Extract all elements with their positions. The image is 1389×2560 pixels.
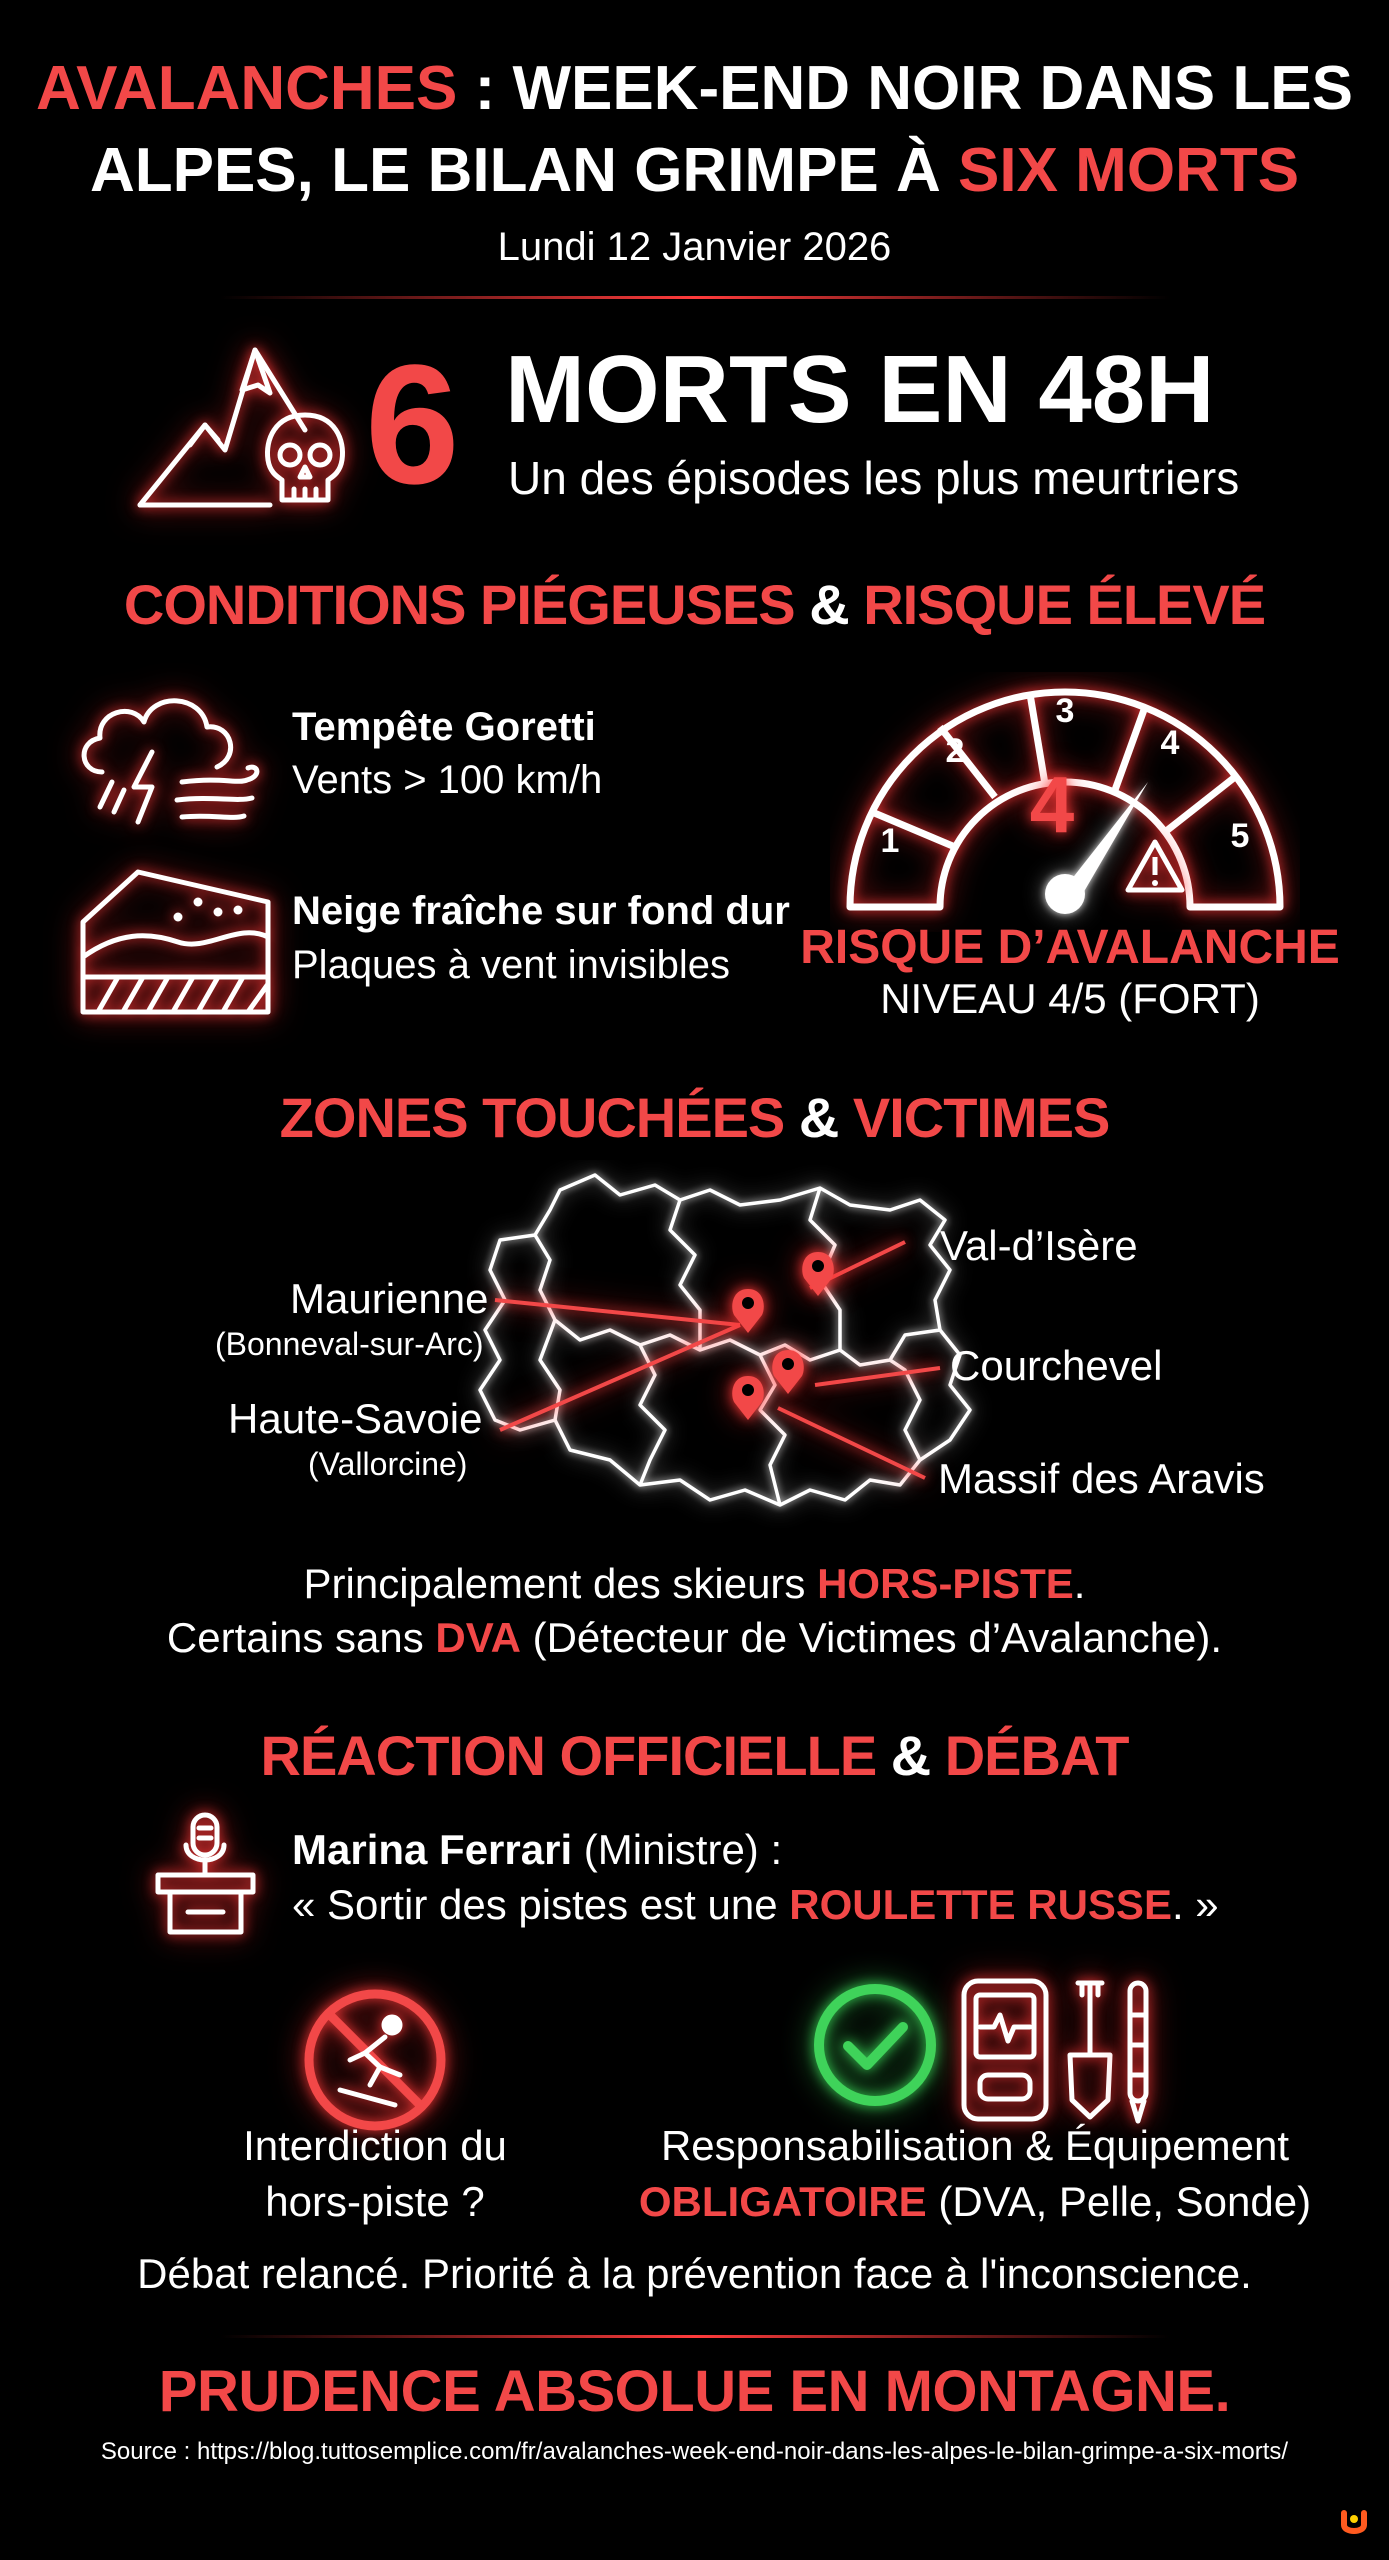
title-highlight-six-morts: SIX MORTS	[958, 136, 1300, 205]
quote-text: « Sortir des pistes est une	[292, 1881, 790, 1928]
zones-note-text1: Principalement des skieurs	[303, 1560, 818, 1607]
check-icon	[810, 1980, 940, 2110]
heading-reaction-part1: RÉACTION OFFICIELLE	[260, 1724, 877, 1787]
section-heading-conditions	[0, 572, 1389, 637]
storm-cloud-icon	[72, 672, 272, 832]
cta-text: PRUDENCE ABSOLUE EN MONTAGNE.	[158, 2359, 1231, 2424]
option-resp-equipment: (DVA, Pelle, Sonde)	[926, 2178, 1312, 2225]
toll-headline: MORTS EN 48H	[505, 336, 1215, 443]
debate-text: Débat relancé. Priorité à la prévention face à l'inconscience.	[137, 2250, 1252, 2297]
heading-conditions-part1: CONDITIONS PIÉGEUSES	[123, 573, 795, 636]
heading-conditions-amp: &	[794, 573, 864, 636]
heading-reaction-amp: &	[876, 1724, 945, 1787]
condition-title-storm: Tempête Goretti	[292, 705, 596, 749]
gauge-tick-1: 1	[880, 822, 900, 860]
marker-val-disere-icon	[802, 1252, 834, 1296]
no-offpiste-icon	[300, 1985, 450, 2135]
divider-bottom	[220, 2335, 1170, 2338]
region-north	[535, 1175, 950, 1365]
podium-microphone-icon	[148, 1810, 263, 1940]
section-heading-reaction	[0, 1723, 1389, 1788]
map-label-val-disere: Val-d’Isère	[940, 1222, 1138, 1269]
condition-title-snow: Neige fraîche sur fond dur	[292, 889, 790, 933]
minister-quote	[292, 1880, 1219, 1930]
date: Lundi 12 Janvier 2026	[497, 225, 892, 269]
marker-courchevel-icon	[772, 1350, 804, 1394]
gauge-tick-3: 3	[1055, 692, 1075, 730]
title-line-2	[0, 130, 1389, 212]
gauge-tick-4: 4	[1160, 724, 1180, 762]
zones-note-hors-piste: HORS-PISTE	[817, 1560, 1074, 1607]
zones-note-line1	[0, 1557, 1389, 1611]
transceiver-icon	[958, 1975, 1053, 2125]
map-label-haute-savoie: Haute-Savoie	[228, 1395, 483, 1442]
map-label-courchevel: Courchevel	[950, 1342, 1163, 1389]
option-resp-obligatoire: OBLIGATOIRE	[638, 2178, 927, 2225]
option-ban-line2: hors-piste ?	[265, 2178, 485, 2225]
zones-note	[0, 1557, 1389, 1665]
map-sublabel-haute-savoie: (Vallorcine)	[308, 1446, 468, 1482]
heading-reaction-part2: DÉBAT	[944, 1724, 1129, 1787]
marker-aravis-icon	[732, 1376, 764, 1420]
risk-label: RISQUE D’AVALANCHE	[800, 921, 1340, 974]
section-heading-zones	[0, 1085, 1389, 1150]
title-text-2: ALPES, LE BILAN GRIMPE À	[89, 136, 959, 205]
divider-top	[220, 296, 1170, 299]
region-inner-3	[670, 1200, 700, 1350]
quote-roulette: ROULETTE RUSSE	[789, 1881, 1172, 1928]
zones-note-text2: Certains sans	[166, 1614, 436, 1661]
minister-line	[292, 1825, 782, 1875]
quote-end: . »	[1171, 1881, 1219, 1928]
option-ban	[150, 2118, 600, 2230]
option-ban-line1: Interdiction du	[243, 2122, 507, 2169]
option-responsibility	[630, 2118, 1320, 2230]
mountain-skull-icon	[130, 335, 360, 515]
condition-text-snow: Plaques à vent invisibles	[292, 943, 731, 987]
zones-note-end2: (Détecteur de Victimes d’Avalanche).	[520, 1614, 1223, 1661]
zones-note-line2	[0, 1611, 1389, 1665]
heading-conditions-part2: RISQUE ÉLEVÉ	[863, 573, 1266, 636]
heading-zones-amp: &	[784, 1086, 853, 1149]
gauge-tick-5: 5	[1230, 817, 1250, 855]
page-title	[0, 48, 1389, 212]
gauge-tick-2: 2	[945, 732, 965, 770]
heading-zones-part1: ZONES TOUCHÉES	[279, 1086, 785, 1149]
condition-text-storm: Vents > 100 km/h	[292, 758, 603, 802]
map-sublabel-maurienne: (Bonneval-sur-Arc)	[215, 1326, 484, 1362]
gauge-value: 4	[1029, 760, 1075, 849]
title-highlight-avalanches: AVALANCHES	[36, 54, 458, 123]
zones-note-dva: DVA	[435, 1614, 521, 1661]
map-label-aravis: Massif des Aravis	[938, 1455, 1265, 1502]
minister-name: Marina Ferrari	[292, 1826, 573, 1873]
toll-subline: Un des épisodes les plus meurtriers	[508, 452, 1240, 504]
option-resp-line1: Responsabilisation & Équipement	[660, 2122, 1290, 2169]
map-label-maurienne: Maurienne	[290, 1275, 489, 1322]
title-line-1	[0, 48, 1389, 130]
minister-role: (Ministre) :	[572, 1826, 783, 1873]
shovel-icon	[1060, 1975, 1120, 2125]
title-text-1: : WEEK-END NOIR DANS LES	[457, 54, 1353, 123]
risk-sublabel: NIVEAU 4/5 (FORT)	[880, 975, 1260, 1022]
zones-note-end1: .	[1073, 1560, 1086, 1607]
toll-number: 6	[365, 330, 460, 520]
heading-zones-part2: VICTIMES	[852, 1086, 1110, 1149]
risk-gauge	[830, 672, 1300, 932]
snow-layers-icon	[78, 862, 273, 1017]
source-text: Source : https://blog.tuttosemplice.com/fr/avalanches-week-end-noir-dans-les-alpes-le-bilan-grimpe-a-six-morts/	[100, 2438, 1289, 2465]
option-resp-line2	[630, 2174, 1320, 2230]
brand-logo-icon	[1338, 2507, 1370, 2539]
probe-icon	[1118, 1975, 1158, 2125]
